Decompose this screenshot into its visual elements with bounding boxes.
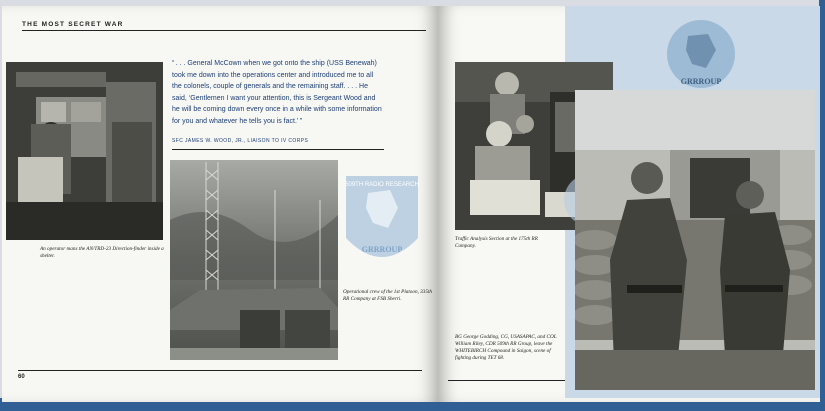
emblem-top-bottom-text: GRRROUP: [680, 77, 722, 86]
quote-attribution: SFC JAMES W. WOOD, JR., LIAISON TO IV CORPS: [172, 138, 309, 144]
generals-photo: [575, 90, 815, 390]
operational-crew-caption: Operational crew of the 1st Platoon, 335th RR Company at FSB Sherri.: [343, 289, 432, 302]
emblem-left-bottom-text: GRRROUP: [361, 245, 403, 254]
page-number: 60: [18, 374, 25, 380]
quote-rule: [172, 149, 384, 150]
pull-quote: “ . . . General McCown when we got onto the ship (USS Benewah) took me down into the operations center and introduced me to all the colonels, couple of generals and the remaining staff. . . . He said, ‘Gentlemen I want your attention, this is Sergeant Wood and he will be coming down every once in a while with some information for you and whatever he tells you is fact.’ ”: [172, 60, 382, 125]
emblem-left-top-text: 509TH RADIO RESEARCH: [345, 182, 419, 188]
operator-photo: [6, 62, 163, 240]
operator-caption: An operator mans the AN/TRD-23 Direction-finder inside a shelter.: [40, 246, 164, 259]
footer-rule-right: [448, 380, 565, 381]
antenna-truck-photo: [170, 160, 338, 360]
generals-caption: BG George Godding, CG, USASAPAC, and COL William Riley, CDR 509th RR Group, leave the WHITEBIRCH Compound in Saigon, scene of fighting during TET 68.: [455, 334, 557, 361]
footer-rule-left: [18, 370, 422, 371]
traffic-analysis-caption: Traffic Analysis Section at the 175th RR Company.: [455, 236, 538, 249]
unit-emblem-watermark-left: [338, 168, 426, 278]
header-rule: [22, 30, 426, 31]
unit-emblem-top: [660, 16, 742, 96]
running-header: THE MOST SECRET WAR: [22, 21, 124, 28]
